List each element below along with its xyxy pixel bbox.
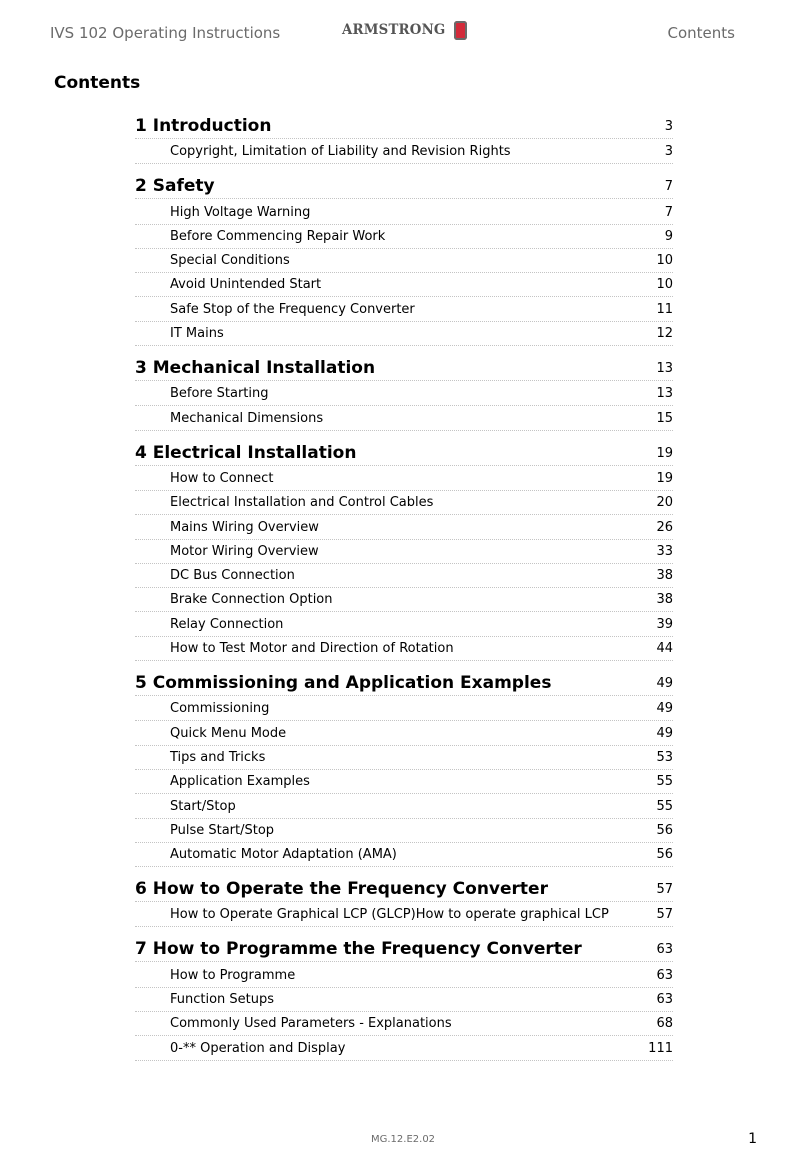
- toc-entry[interactable]: [135, 249, 673, 273]
- entry-title: Brake Connection Option: [170, 592, 333, 608]
- entry-page-number: 38: [656, 592, 673, 608]
- toc-section-heading[interactable]: [135, 875, 673, 902]
- toc-entry[interactable]: [135, 819, 673, 843]
- entry-title: High Voltage Warning: [170, 204, 311, 220]
- entry-page-number: 55: [656, 774, 673, 790]
- entry-title: Motor Wiring Overview: [170, 543, 319, 559]
- entry-title: Quick Menu Mode: [170, 725, 287, 741]
- entry-page-number: 11: [656, 301, 673, 317]
- entry-title: Automatic Motor Adaptation (AMA): [170, 847, 397, 863]
- header-section-label: Contents: [667, 24, 735, 42]
- section-page-number: 13: [656, 361, 673, 377]
- entry-page-number: 63: [656, 992, 673, 1008]
- entry-title: Special Conditions: [170, 253, 290, 269]
- entry-page-number: 56: [656, 822, 673, 838]
- entry-page-number: 68: [656, 1016, 673, 1032]
- entry-page-number: 44: [656, 641, 673, 657]
- entry-title: Before Starting: [170, 386, 269, 402]
- section-page-number: 57: [656, 882, 673, 898]
- toc-section-heading[interactable]: [135, 935, 673, 962]
- toc-section-heading[interactable]: [135, 112, 673, 139]
- logo-mark-icon: [454, 21, 467, 40]
- entry-title: Pulse Start/Stop: [170, 822, 275, 838]
- entry-title: Commonly Used Parameters - Explanations: [170, 1016, 452, 1032]
- entry-title: Mains Wiring Overview: [170, 519, 319, 535]
- entry-page-number: 53: [656, 749, 673, 765]
- section-page-number: 49: [656, 676, 673, 692]
- entry-title: 0-** Operation and Display: [170, 1040, 346, 1056]
- toc-section: [135, 875, 673, 927]
- section-page-number: 3: [664, 119, 673, 134]
- toc-section: [135, 669, 673, 867]
- entry-title: Safe Stop of the Frequency Converter: [170, 301, 415, 317]
- entry-title: Avoid Unintended Start: [170, 277, 322, 293]
- entry-title: Function Setups: [170, 992, 275, 1008]
- toc-section-heading[interactable]: [135, 172, 673, 199]
- section-title: 3 Mechanical Installation: [135, 358, 376, 379]
- toc-entry[interactable]: [135, 467, 673, 491]
- section-title: 2 Safety: [135, 176, 215, 197]
- entry-page-number: 20: [656, 495, 673, 511]
- toc-entry[interactable]: [135, 697, 673, 721]
- toc-entry[interactable]: [135, 963, 673, 987]
- toc-entry[interactable]: [135, 564, 673, 588]
- page-title: Contents: [54, 73, 141, 93]
- toc-section-heading[interactable]: [135, 669, 673, 696]
- toc-entry[interactable]: [135, 988, 673, 1012]
- toc-entry[interactable]: [135, 637, 673, 661]
- toc-entry[interactable]: [135, 903, 673, 927]
- section-title: 5 Commissioning and Application Examples: [135, 673, 552, 694]
- toc-entry[interactable]: [135, 225, 673, 249]
- entry-title: IT Mains: [170, 326, 224, 342]
- entry-title: Mechanical Dimensions: [170, 410, 324, 426]
- entry-page-number: 9: [664, 228, 673, 244]
- entry-title: How to Operate Graphical LCP (GLCP)How to operate graphical LCP: [170, 907, 609, 923]
- toc-entry[interactable]: [135, 200, 673, 224]
- entry-title: Commissioning: [170, 701, 270, 717]
- toc-entry[interactable]: [135, 382, 673, 406]
- entry-title: How to Connect: [170, 470, 274, 486]
- toc-section: [135, 112, 673, 164]
- entry-page-number: 3: [664, 144, 673, 160]
- entry-title: Electrical Installation and Control Cables: [170, 495, 434, 511]
- entry-page-number: 55: [656, 798, 673, 814]
- toc-entry[interactable]: [135, 794, 673, 818]
- toc-entry[interactable]: [135, 770, 673, 794]
- section-title: 4 Electrical Installation: [135, 442, 357, 463]
- section-title: 7 How to Programme the Frequency Converter: [135, 939, 582, 960]
- entry-page-number: 49: [656, 701, 673, 717]
- entry-page-number: 38: [656, 568, 673, 584]
- entry-page-number: 57: [656, 907, 673, 923]
- entry-page-number: 49: [656, 725, 673, 741]
- page-number: 1: [748, 1131, 757, 1147]
- entry-title: Application Examples: [170, 774, 310, 790]
- toc-entry[interactable]: [135, 843, 673, 867]
- entry-title: Relay Connection: [170, 616, 284, 632]
- footer-document-code: MG.12.E2.02: [371, 1134, 436, 1145]
- entry-page-number: 19: [656, 470, 673, 486]
- entry-page-number: 39: [656, 616, 673, 632]
- toc-section-heading[interactable]: [135, 439, 673, 466]
- toc-entry[interactable]: [135, 273, 673, 297]
- entry-title: DC Bus Connection: [170, 568, 295, 584]
- section-page-number: 63: [656, 942, 673, 958]
- toc-section: [135, 354, 673, 431]
- section-title: 1 Introduction: [135, 116, 272, 136]
- toc-section: [135, 172, 673, 346]
- header-document-title: IVS 102 Operating Instructions: [50, 24, 281, 42]
- entry-page-number: 12: [656, 326, 673, 342]
- toc-entry[interactable]: [135, 612, 673, 636]
- toc-entry[interactable]: [135, 540, 673, 564]
- toc-entry[interactable]: [135, 140, 673, 164]
- table-of-contents: [135, 112, 673, 1069]
- toc-entry[interactable]: [135, 746, 673, 770]
- section-title: 6 How to Operate the Frequency Converter: [135, 879, 548, 900]
- entry-page-number: 10: [656, 277, 673, 293]
- entry-page-number: 111: [648, 1040, 673, 1056]
- entry-title: Copyright, Limitation of Liability and Revision Rights: [170, 144, 511, 160]
- toc-entry[interactable]: [135, 406, 673, 430]
- entry-page-number: 63: [656, 967, 673, 983]
- entry-page-number: 7: [664, 204, 673, 220]
- entry-page-number: 10: [656, 253, 673, 269]
- toc-entry[interactable]: [135, 322, 673, 346]
- toc-section: [135, 439, 673, 661]
- entry-title: How to Test Motor and Direction of Rotation: [170, 641, 454, 657]
- entry-title: Start/Stop: [170, 798, 236, 814]
- toc-entry[interactable]: [135, 1036, 673, 1060]
- entry-page-number: 26: [656, 519, 673, 535]
- entry-title: Before Commencing Repair Work: [170, 228, 386, 244]
- entry-title: Tips and Tricks: [170, 749, 266, 765]
- toc-entry[interactable]: [135, 1012, 673, 1036]
- toc-section-heading[interactable]: [135, 354, 673, 381]
- toc-entry[interactable]: [135, 491, 673, 515]
- entry-title: How to Programme: [170, 967, 296, 983]
- entry-page-number: 56: [656, 847, 673, 863]
- toc-section: [135, 935, 673, 1060]
- section-page-number: 19: [656, 445, 673, 461]
- logo-text: ARMSTRONG: [342, 22, 446, 38]
- toc-entry[interactable]: [135, 588, 673, 612]
- toc-entry[interactable]: [135, 515, 673, 539]
- entry-page-number: 15: [656, 410, 673, 426]
- toc-entry[interactable]: [135, 721, 673, 745]
- armstrong-logo: [342, 19, 467, 41]
- entry-page-number: 33: [656, 543, 673, 559]
- toc-entry[interactable]: [135, 297, 673, 321]
- entry-page-number: 13: [656, 386, 673, 402]
- section-page-number: 7: [664, 179, 673, 195]
